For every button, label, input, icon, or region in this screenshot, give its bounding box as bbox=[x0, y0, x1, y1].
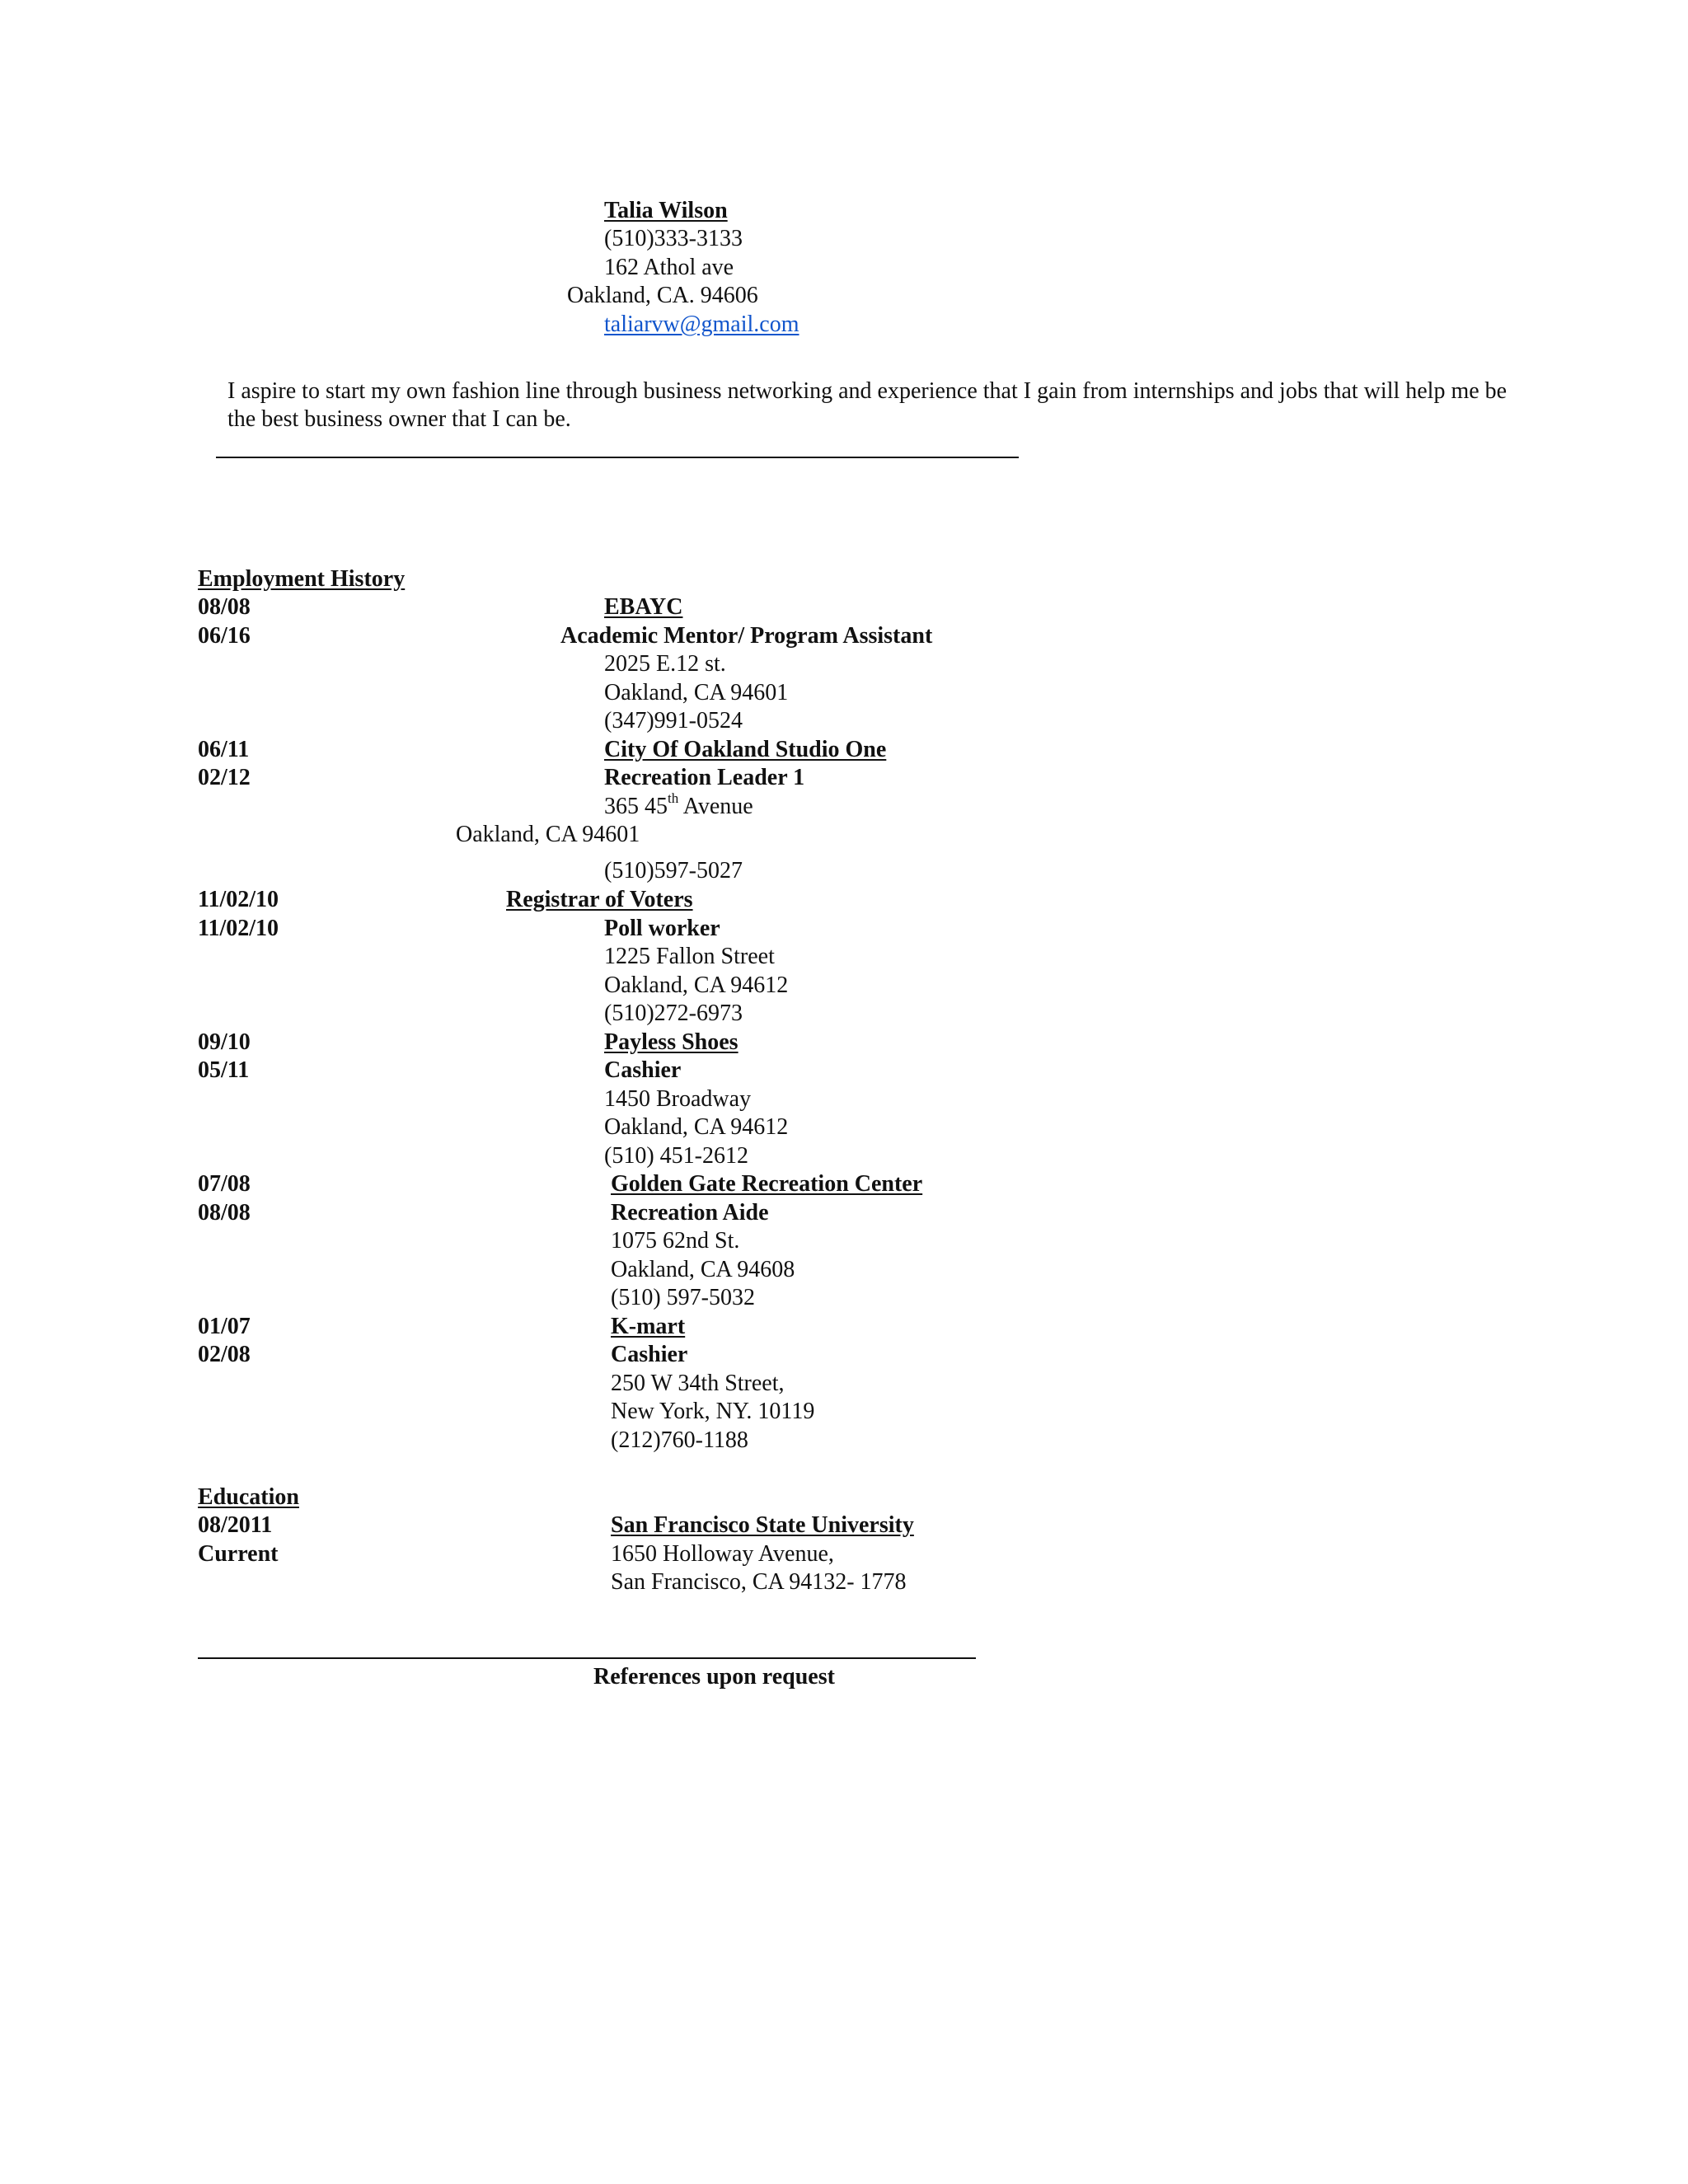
job-city: Oakland, CA 94612 bbox=[604, 972, 789, 998]
job-title: Academic Mentor/ Program Assistant bbox=[560, 623, 933, 649]
job-address: 1450 Broadway bbox=[604, 1086, 752, 1112]
job-city: Oakland, CA 94601 bbox=[456, 822, 640, 847]
job-end-date: 06/16 bbox=[198, 623, 251, 649]
job-start-date: 01/07 bbox=[198, 1314, 251, 1339]
job-title: Poll worker bbox=[604, 916, 720, 941]
job-address: 1075 62nd St. bbox=[611, 1228, 740, 1254]
job-start-date: 11/02/10 bbox=[198, 887, 279, 912]
education-start-date: 08/2011 bbox=[198, 1512, 273, 1538]
job-address: 2025 E.12 st. bbox=[604, 651, 726, 677]
job-employer: K-mart bbox=[611, 1314, 686, 1339]
job-employer: Payless Shoes bbox=[604, 1029, 738, 1055]
education-city: San Francisco, CA 94132- 1778 bbox=[611, 1569, 907, 1595]
contact-city: Oakland, CA. 94606 bbox=[567, 283, 758, 308]
job-address bbox=[604, 790, 753, 821]
job-end-date: 02/12 bbox=[198, 765, 251, 790]
job-title: Recreation Aide bbox=[611, 1200, 769, 1226]
job-phone: (510) 451-2612 bbox=[604, 1143, 748, 1169]
job-start-date: 08/08 bbox=[198, 594, 251, 620]
job-employer: EBAYC bbox=[604, 594, 683, 620]
contact-name: Talia Wilson bbox=[604, 198, 728, 223]
education-address: 1650 Holloway Avenue, bbox=[611, 1541, 834, 1567]
contact-street: 162 Athol ave bbox=[604, 255, 734, 280]
job-address-number: 365 45 bbox=[604, 794, 668, 819]
education-school: San Francisco State University bbox=[611, 1512, 914, 1538]
job-city: Oakland, CA 94612 bbox=[604, 1114, 789, 1140]
job-phone: (510)597-5027 bbox=[604, 858, 743, 883]
contact-phone: (510)333-3133 bbox=[604, 226, 743, 251]
contact-email-link[interactable]: taliarvw@gmail.com bbox=[604, 312, 799, 337]
education-heading: Education bbox=[198, 1484, 299, 1510]
job-employer: City Of Oakland Studio One bbox=[604, 737, 887, 762]
job-address: 1225 Fallon Street bbox=[604, 944, 775, 969]
job-end-date: 08/08 bbox=[198, 1200, 251, 1226]
job-employer: Golden Gate Recreation Center bbox=[611, 1171, 923, 1197]
job-end-date: 11/02/10 bbox=[198, 916, 279, 941]
job-phone: (347)991-0524 bbox=[604, 708, 743, 733]
job-end-date: 05/11 bbox=[198, 1057, 250, 1083]
objective-text: I aspire to start my own fashion line through business networking and experience that I gain from internships and jobs that will help me be the best business owner that I can be. bbox=[227, 378, 1507, 432]
job-phone: (510) 597-5032 bbox=[611, 1285, 755, 1310]
job-phone: (212)760-1188 bbox=[611, 1427, 748, 1453]
education-end-date: Current bbox=[198, 1541, 279, 1567]
job-title: Cashier bbox=[611, 1342, 688, 1367]
job-start-date: 07/08 bbox=[198, 1171, 251, 1197]
job-title: Recreation Leader 1 bbox=[604, 765, 805, 790]
job-address-suffix: th bbox=[668, 790, 679, 806]
employment-heading: Employment History bbox=[198, 566, 406, 592]
job-city: Oakland, CA 94601 bbox=[604, 680, 789, 705]
job-city: Oakland, CA 94608 bbox=[611, 1257, 795, 1282]
job-city: New York, NY. 10119 bbox=[611, 1399, 815, 1424]
job-phone: (510)272-6973 bbox=[604, 1001, 743, 1026]
references-note: References upon request bbox=[593, 1664, 835, 1690]
job-employer: Registrar of Voters bbox=[506, 887, 693, 912]
job-end-date: 02/08 bbox=[198, 1342, 251, 1367]
job-start-date: 09/10 bbox=[198, 1029, 251, 1055]
job-start-date: 06/11 bbox=[198, 737, 250, 762]
divider-bottom bbox=[198, 1657, 976, 1659]
job-address-street: Avenue bbox=[678, 794, 753, 819]
job-address: 250 W 34th Street, bbox=[611, 1371, 785, 1396]
divider-top bbox=[216, 457, 1019, 458]
job-title: Cashier bbox=[604, 1057, 682, 1083]
